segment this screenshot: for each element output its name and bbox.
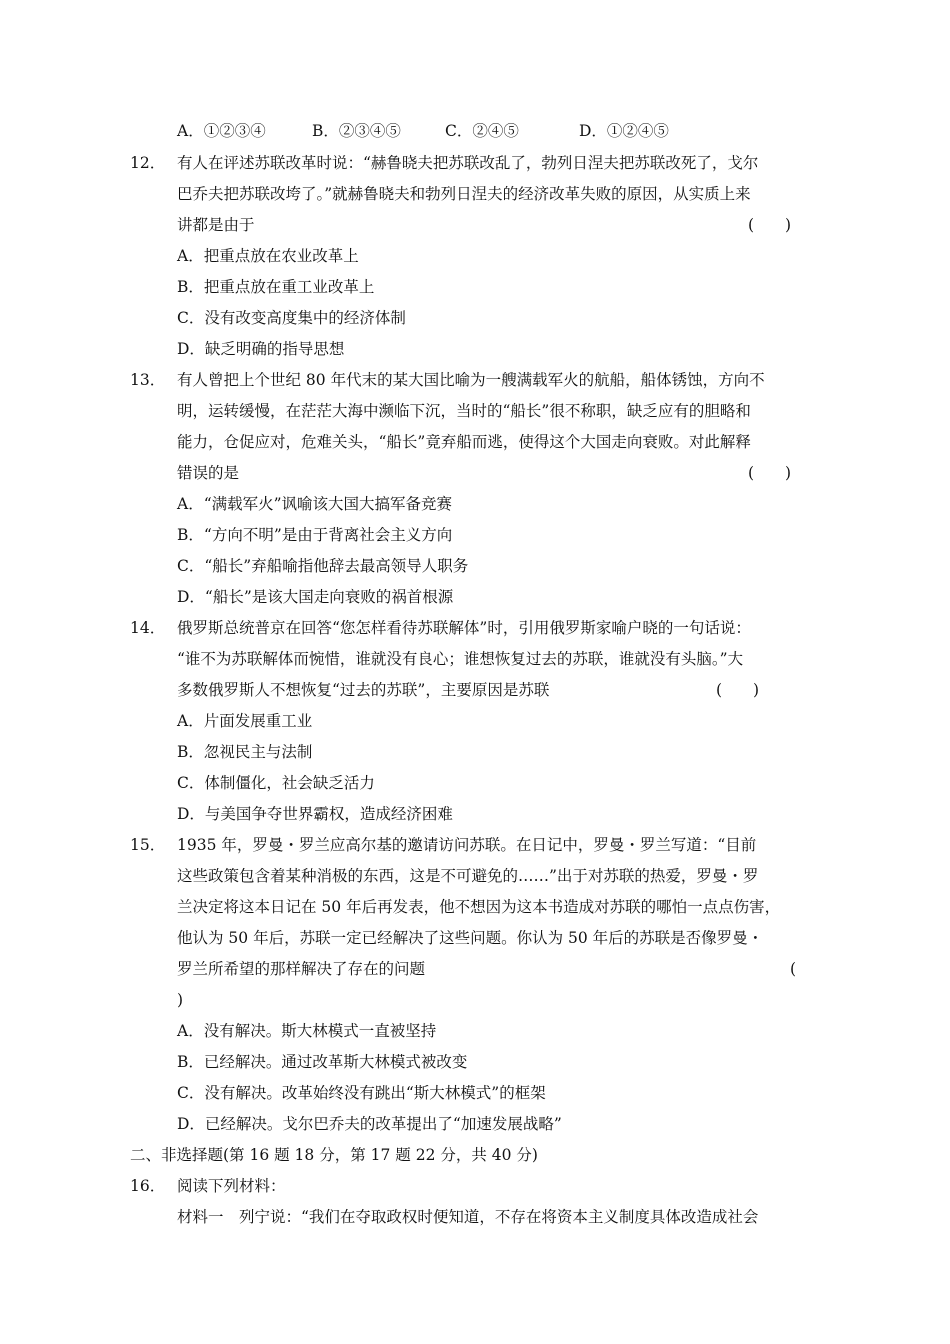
q14-line-2: “谁不为苏联解体而惋惜，谁就没有良心；谁想恢复过去的苏联，谁就没有头脑。”大: [177, 650, 744, 668]
q12-line-2: 巴乔夫把苏联改垮了。”就赫鲁晓夫和勃列日涅夫的经济改革失败的原因，从实质上来: [177, 185, 751, 203]
q11-option-c: C．②④⑤: [445, 122, 519, 140]
q15-line-3: 兰决定将这本日记在 50 年后再发表，他不想因为这本书造成对苏联的哪怕一点点伤害，: [177, 898, 781, 916]
q12-option-a: A．把重点放在农业改革上: [177, 247, 359, 265]
q16-material-1: 材料一 列宁说：“我们在夺取政权时便知道，不存在将资本主义制度具体改造成社会: [177, 1208, 759, 1226]
q11-option-a: A．①②③④: [177, 122, 266, 140]
q14-number: 14．: [130, 619, 166, 637]
q13-line-1: 有人曾把上个世纪 80 年代末的某大国比喻为一艘满载军火的航船，船体锈蚀，方向不: [177, 371, 765, 389]
q16-intro: 阅读下列材料：: [177, 1177, 286, 1195]
q13-number: 13．: [130, 371, 166, 389]
q12-line-1: 有人在评述苏联改革时说：“赫鲁晓夫把苏联改乱了，勃列日涅夫把苏联改死了，戈尔: [177, 154, 759, 172]
q14-option-d: D．与美国争夺世界霸权，造成经济困难: [177, 805, 453, 823]
q14-line-1: 俄罗斯总统普京在回答“您怎样看待苏联解体”时，引用俄罗斯家喻户晓的一句话说：: [177, 619, 751, 637]
q15-line-4: 他认为 50 年后，苏联一定已经解决了这些问题。你认为 50 年后的苏联是否像罗曼・: [177, 929, 764, 947]
q11-option-b: B．②③④⑤: [312, 122, 401, 140]
q16-number: 16．: [130, 1177, 166, 1195]
q14-option-a: A．片面发展重工业: [177, 712, 313, 730]
q13-line-2: 明，运转缓慢，在茫茫大海中濒临下沉，当时的“船长”很不称职，缺乏应有的胆略和: [177, 402, 751, 420]
q13-line-4: 错误的是: [177, 464, 240, 482]
q13-option-d: D．“船长”是该大国走向衰败的祸首根源: [177, 588, 454, 606]
q14-line-3: 多数俄罗斯人不想恢复“过去的苏联”，主要原因是苏联: [177, 681, 550, 699]
q13-line-3: 能力，仓促应对，危难关头，“船长”竟弃船而逃，使得这个大国走向衰败。对此解释: [177, 433, 751, 451]
q13-option-a: A．“满载军火”讽喻该大国大搞军备竞赛: [177, 495, 453, 513]
q15-line-2: 这些政策包含着某种消极的东西，这是不可避免的……”出于对苏联的热爱，罗曼・罗: [177, 867, 759, 885]
q15-line-5: 罗兰所希望的那样解决了存在的问题: [177, 960, 426, 978]
q15-option-d: D．已经解决。戈尔巴乔夫的改革提出了“加速发展战略”: [177, 1115, 562, 1133]
section-2-heading: 二、非选择题(第 16 题 18 分，第 17 题 22 分，共 40 分): [130, 1146, 538, 1164]
q14-option-c: C．体制僵化，社会缺乏活力: [177, 774, 375, 792]
q15-option-b: B．已经解决。通过改革斯大林模式被改变: [177, 1053, 468, 1071]
q12-option-b: B．把重点放在重工业改革上: [177, 278, 375, 296]
q12-line-3: 讲都是由于: [177, 216, 255, 234]
q15-number: 15．: [130, 836, 166, 854]
q15-answer-paren-close: ): [177, 991, 184, 1009]
q12-option-c: C．没有改变高度集中的经济体制: [177, 309, 406, 327]
q12-number: 12．: [130, 154, 166, 172]
q13-option-b: B．“方向不明”是由于背离社会主义方向: [177, 526, 453, 544]
q15-option-c: C．没有解决。改革始终没有跳出“斯大林模式”的框架: [177, 1084, 546, 1102]
q15-option-a: A．没有解决。斯大林模式一直被坚持: [177, 1022, 437, 1040]
q14-option-b: B．忽视民主与法制: [177, 743, 313, 761]
q13-answer-paren: ( ): [748, 464, 792, 482]
q15-answer-paren-open: (: [790, 960, 797, 978]
q13-option-c: C．“船长”弃船喻指他辞去最高领导人职务: [177, 557, 469, 575]
q12-answer-paren: ( ): [748, 216, 792, 234]
q12-option-d: D．缺乏明确的指导思想: [177, 340, 345, 358]
q11-option-d: D．①②④⑤: [579, 122, 669, 140]
q15-line-1: 1935 年，罗曼・罗兰应高尔基的邀请访问苏联。在日记中，罗曼・罗兰写道：“目前: [177, 836, 757, 854]
q14-answer-paren: ( ): [716, 681, 760, 699]
